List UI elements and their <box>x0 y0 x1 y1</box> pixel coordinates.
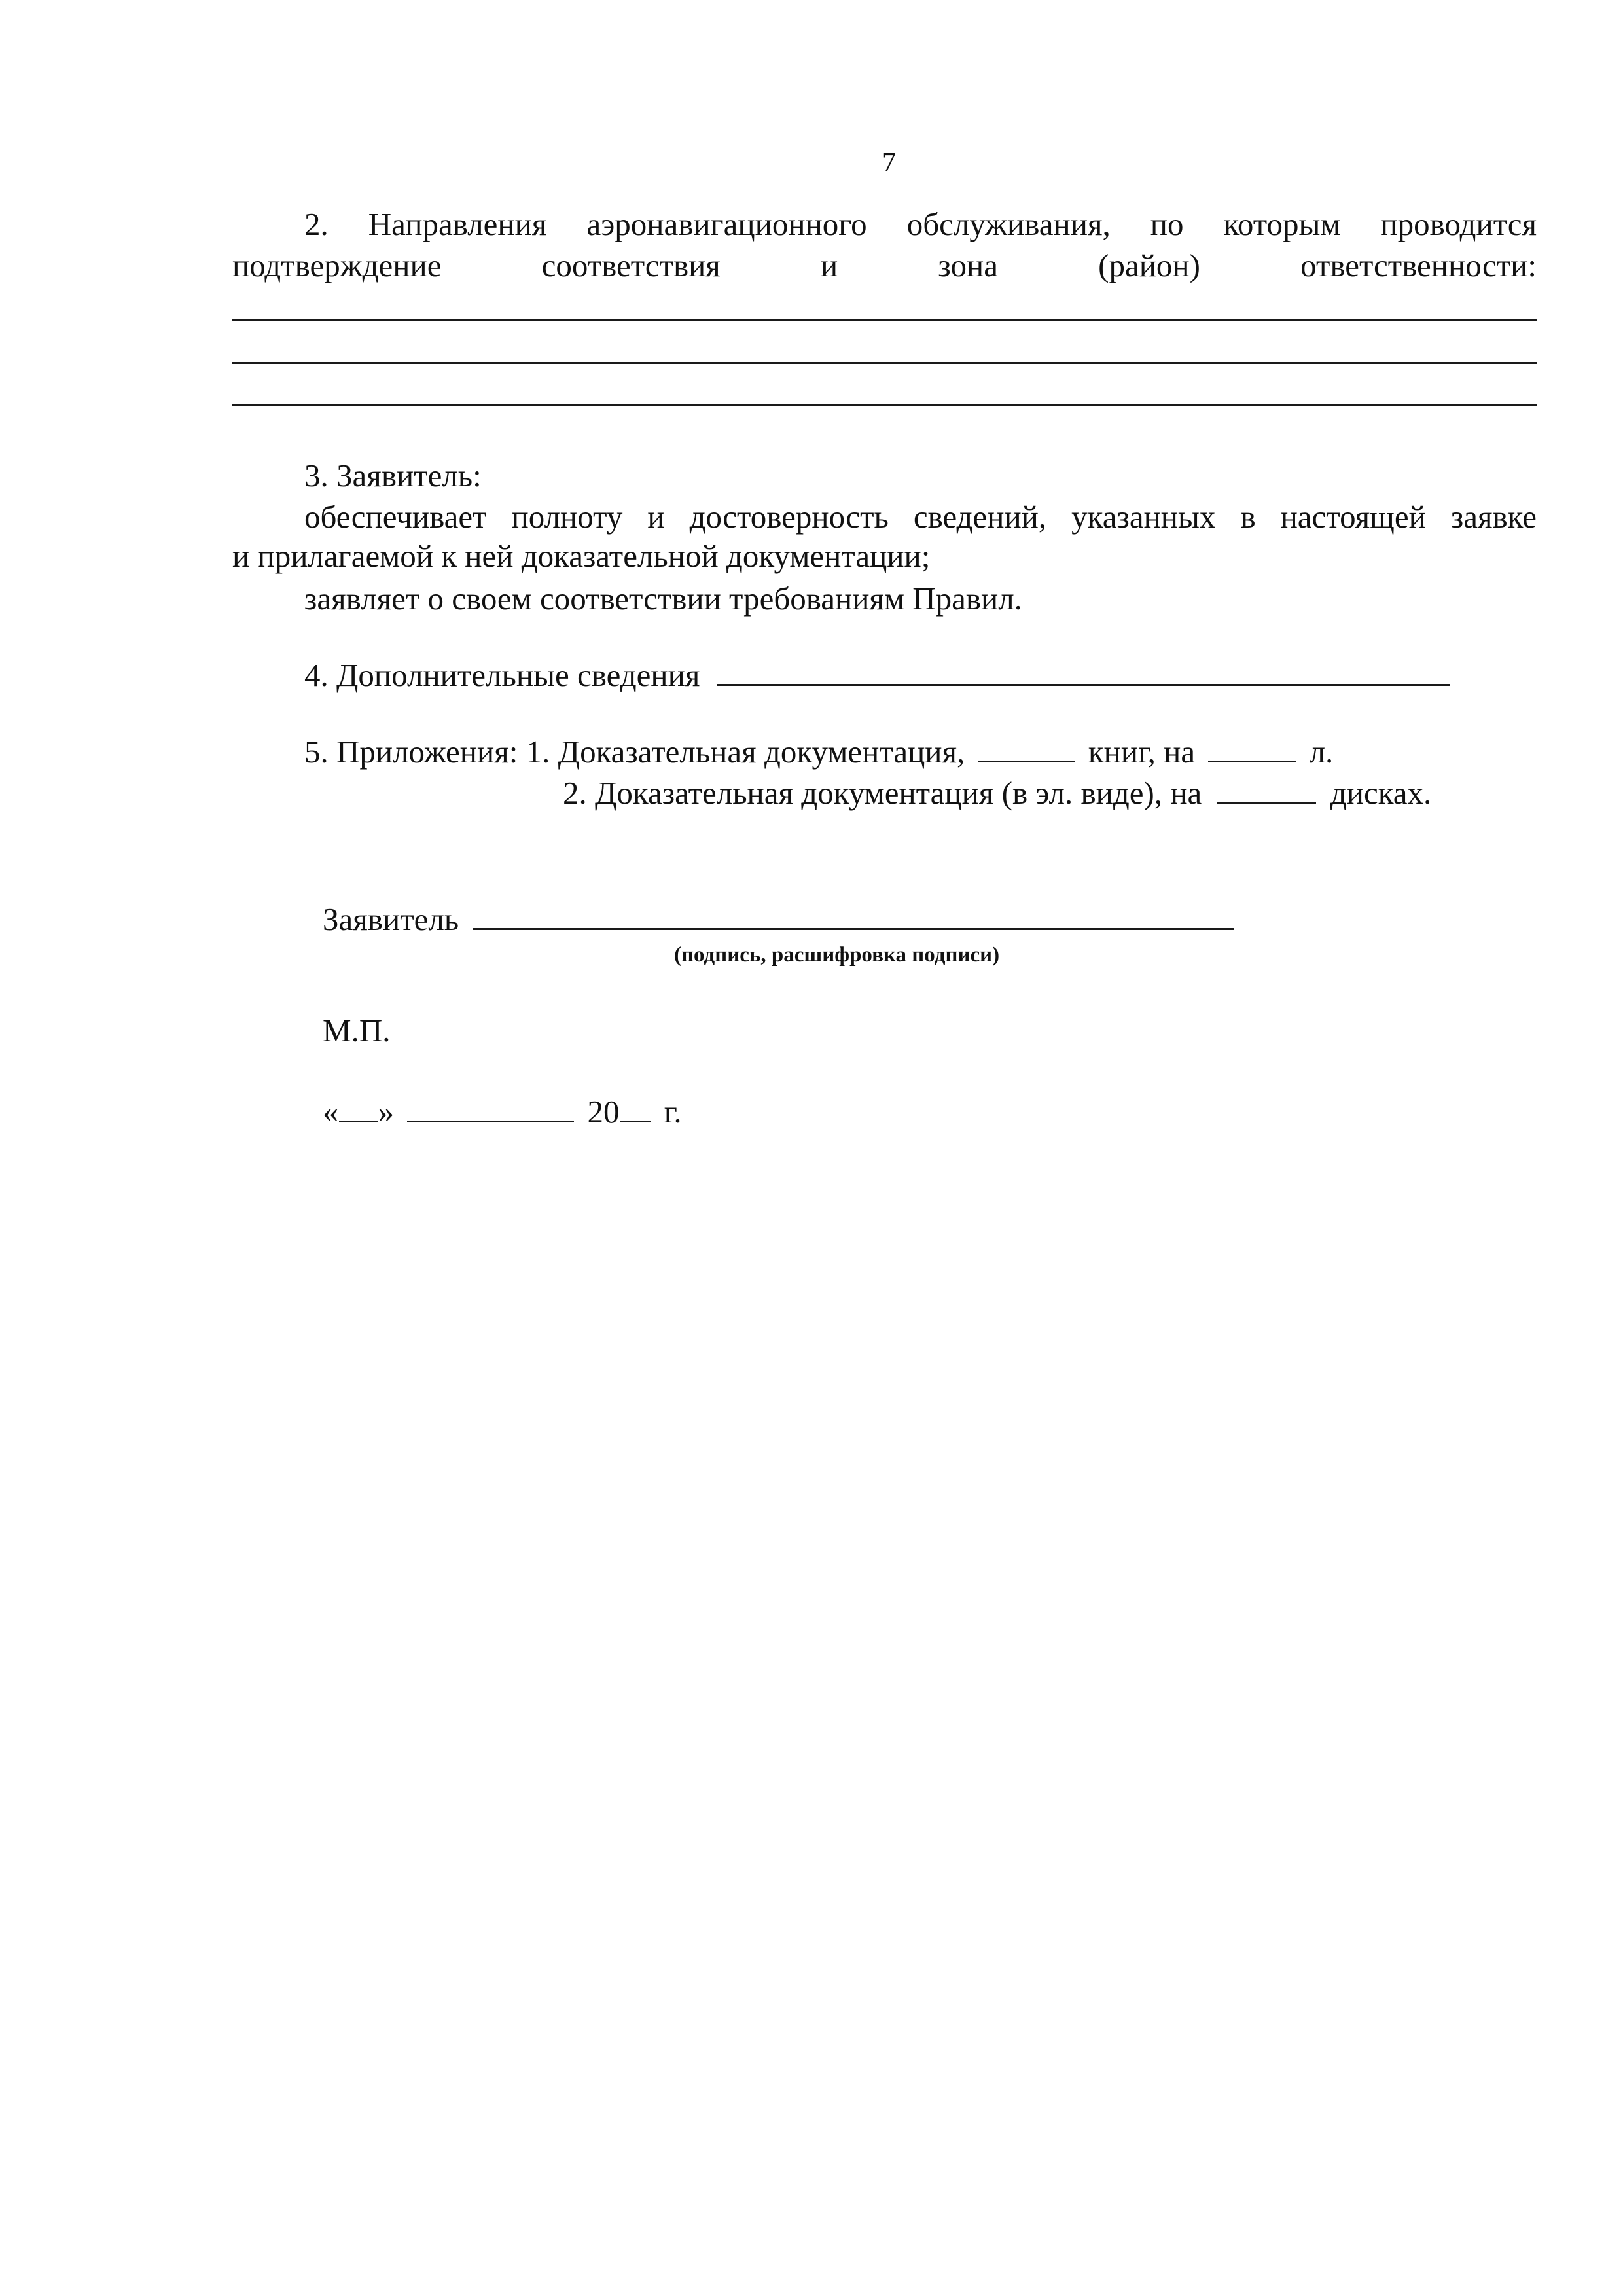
section3-para1-line2: и прилагаемой к ней доказательной документации; <box>232 538 931 574</box>
section2-word: (район) <box>1098 247 1200 283</box>
month-field[interactable] <box>407 1094 574 1122</box>
appendix-item-1-books-label: книг, на <box>1088 734 1196 770</box>
discs-count-field[interactable] <box>1217 776 1316 804</box>
year-prefix: 20 <box>587 1094 620 1130</box>
signature-field[interactable] <box>473 902 1234 930</box>
sheets-count-field[interactable] <box>1208 734 1296 762</box>
section2-word: ответственности: <box>1300 247 1537 283</box>
date-close-quote: » <box>378 1094 394 1130</box>
date-row <box>323 1094 682 1128</box>
signature-caption: (подпись, расшифровка подписи) <box>674 943 1000 967</box>
appendix-item-1-label: 5. Приложения: 1. Доказательная документация, <box>304 734 965 770</box>
year-field[interactable] <box>620 1094 651 1122</box>
appendix-item-2-discs-label: дисках. <box>1330 775 1432 811</box>
day-field[interactable] <box>339 1094 378 1122</box>
response-area-line-2[interactable] <box>232 362 1537 364</box>
additional-info-field[interactable] <box>717 658 1450 686</box>
section2-word: подтверждение <box>232 247 442 283</box>
section3-para1-line1: обеспечивает полноту и достоверность сведений, указанных в настоящей заявке <box>304 499 1537 535</box>
signature-row <box>323 902 1234 935</box>
response-area-line-1[interactable] <box>232 319 1537 321</box>
section4-label: 4. Дополнительные сведения <box>304 657 700 693</box>
section2-word: соответствия <box>541 247 721 283</box>
section3-heading: 3. Заявитель: <box>304 457 482 493</box>
appendix-item-2 <box>563 776 1431 809</box>
books-count-field[interactable] <box>978 734 1075 762</box>
appendix-item-1-sheets-label: л. <box>1309 734 1334 770</box>
section3-para2: заявляет о своем соответствии требованиям Правил. <box>304 581 1022 617</box>
section2-line1: 2. Направления аэронавигационного обслуживания, по которым проводится <box>304 206 1537 242</box>
page-number: 7 <box>882 148 896 178</box>
appendix-item-2-label: 2. Доказательная документация (в эл. виде), на <box>563 775 1202 811</box>
stamp-label: М.П. <box>323 1013 391 1049</box>
section2-line2 <box>232 249 1537 281</box>
section2-word: и <box>821 247 838 283</box>
year-suffix: г. <box>664 1094 682 1130</box>
signature-label: Заявитель <box>323 901 459 937</box>
section4-row <box>304 658 1450 691</box>
date-open-quote: « <box>323 1094 339 1130</box>
section2-word: зона <box>938 247 998 283</box>
response-area-line-3[interactable] <box>232 404 1537 406</box>
appendix-item-1 <box>304 734 1333 768</box>
